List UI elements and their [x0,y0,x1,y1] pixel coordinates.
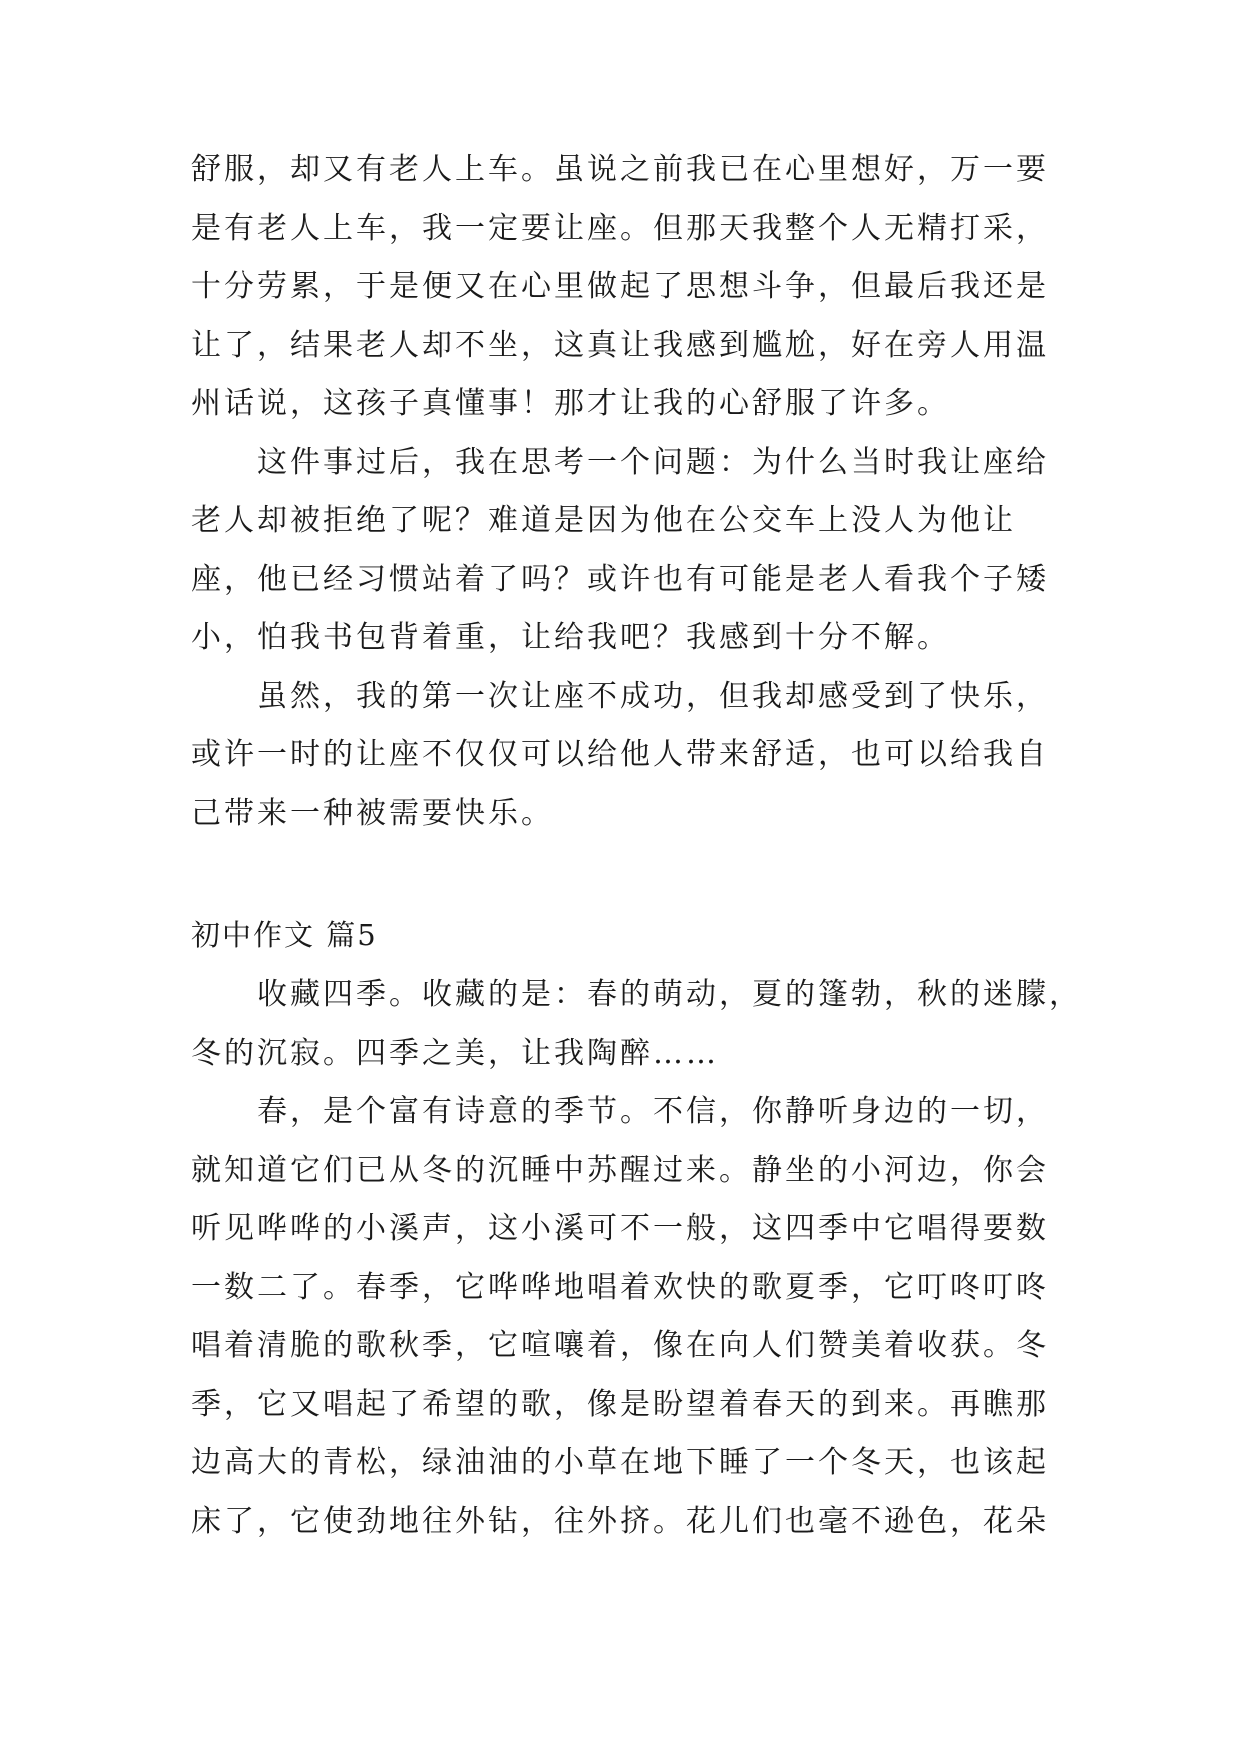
text-line: 十分劳累，于是便又在心里做起了思想斗争，但最后我还是 [191,269,1049,304]
text-line: 州话说，这孩子真懂事！那才让我的心舒服了许多。 [191,386,950,421]
text-line: 冬的沉寂。四季之美，让我陶醉…… [191,1035,719,1071]
text-line: 听见哗哗的小溪声，这小溪可不一般，这四季中它唱得要数 [191,1211,1049,1246]
essay-part-2 [191,966,1082,1551]
paragraph-start-line: 春，是个富有诗意的季节。不信，你静听身边的一切， [257,1094,1049,1129]
text-line: 就知道它们已从冬的沉睡中苏醒过来。静坐的小河边，你会 [191,1152,1049,1188]
text-line: 一数二了。春季，它哗哗地唱着欢快的歌夏季，它叮咚叮咚 [191,1269,1049,1305]
text-line: 舒服，却又有老人上车。虽说之前我已在心里想好，万一要 [191,152,1049,187]
paragraph-start-line: 收藏四季。收藏的是：春的萌动，夏的篷勃，秋的迷朦， [257,977,1082,1012]
text-line: 己带来一种被需要快乐。 [191,795,554,831]
text-line: 小，怕我书包背着重，让给我吧？我感到十分不解。 [191,620,950,655]
text-line: 老人却被拒绝了呢？难道是因为他在公交车上没人为他让 [191,503,1016,538]
paragraph-start-line: 这件事过后，我在思考一个问题：为什么当时我让座给 [257,444,1049,480]
text-line: 边高大的青松，绿油油的小草在地下睡了一个冬天，也该起 [191,1445,1049,1480]
text-line: 是有老人上车，我一定要让座。但那天我整个人无精打采， [191,210,1049,246]
text-line: 季，它又唱起了希望的歌，像是盼望着春天的到来。再瞧那 [191,1386,1049,1422]
essay-part-1 [191,141,1061,843]
text-line: 让了，结果老人却不坐，这真让我感到尴尬，好在旁人用温 [191,327,1049,363]
text-line: 座，他已经习惯站着了吗？或许也有可能是老人看我个子矮 [191,561,1049,597]
text-line: 床了，它使劲地往外钻，往外挤。花儿们也毫不逊色，花朵 [191,1503,1049,1539]
text-line: 唱着清脆的歌秋季，它喧嚷着，像在向人们赞美着收获。冬 [191,1328,1049,1363]
paragraph-start-line: 虽然，我的第一次让座不成功，但我却感受到了快乐， [257,678,1049,714]
essay-heading: 初中作文 篇5 [191,918,378,952]
text-line: 或许一时的让座不仅仅可以给他人带来舒适，也可以给我自 [191,737,1049,772]
